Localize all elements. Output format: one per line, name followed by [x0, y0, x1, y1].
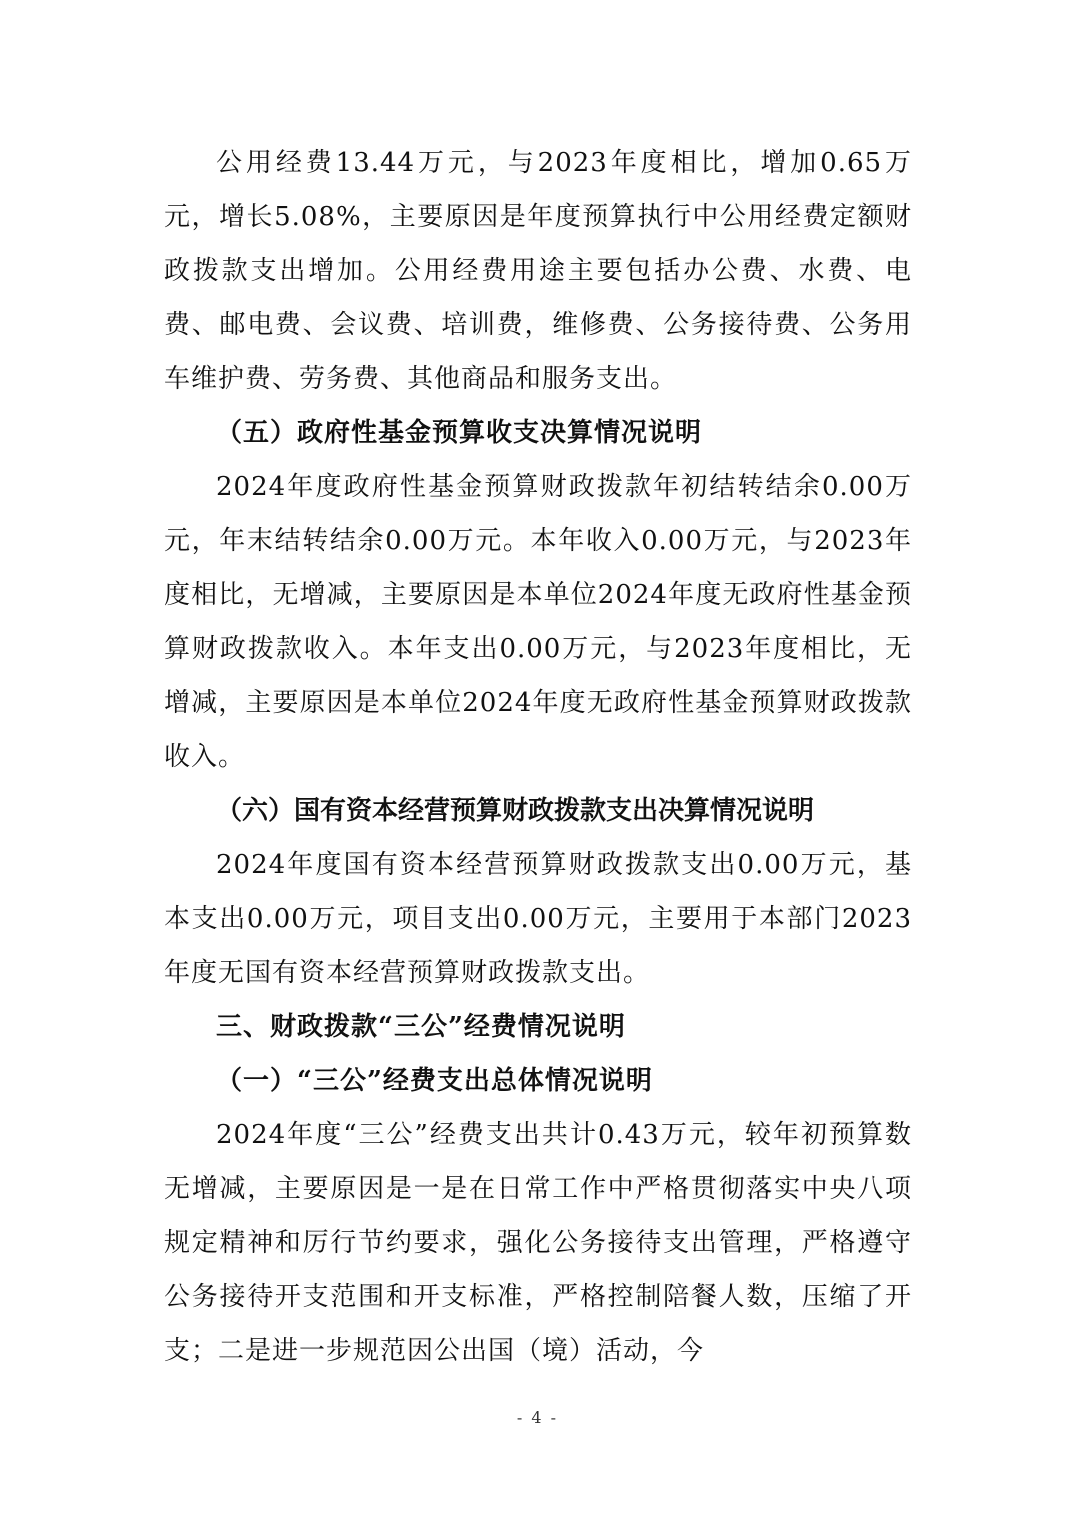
heading-state-capital: （六）国有资本经营预算财政拨款支出决算情况说明	[216, 796, 815, 826]
paragraph-public-expenses: 公用经费13.44万元，与2023年度相比，增加0.65万元，增长5.08%，主要原因是年度预算执行中公用经费定额财政拨款支出增加。公用经费用途主要包括办公费、水费、电费、邮电费、会议费、培训费，维修费、公务接待费、公务用车维护费、劳务费、其他商品和服务支出。	[164, 148, 912, 394]
paragraph-state-capital: 2024年度国有资本经营预算财政拨款支出0.00万元，基本支出0.00万元，项目支出0.00万元，主要用于本部门2023年度无国有资本经营预算财政拨款支出。	[164, 850, 912, 988]
document-body	[164, 136, 912, 1378]
paragraph-government-fund: 2024年度政府性基金预算财政拨款年初结转结余0.00万元，年末结转结余0.00万元。本年收入0.00万元，与2023年度相比，无增减，主要原因是本单位2024年度无政府性基金预算财政拨款收入。本年支出0.00万元，与2023年度相比，无增减，主要原因是本单位2024年度无政府性基金预算财政拨款收入。	[164, 472, 912, 772]
heading-three-public-overall: （一）“三公”经费支出总体情况说明	[216, 1066, 653, 1096]
heading-three-public-expenses: 三、财政拨款“三公”经费情况说明	[216, 1012, 626, 1042]
page-number: - 4 -	[516, 1408, 559, 1427]
paragraph-three-public-overall: 2024年度“三公”经费支出共计0.43万元，较年初预算数无增减，主要原因是一是在日常工作中严格贯彻落实中央八项规定精神和厉行节约要求，强化公务接待支出管理，严格遵守公务接待开支范围和开支标准，严格控制陪餐人数，压缩了开支；二是进一步规范因公出国（境）活动，今	[164, 1120, 912, 1366]
heading-government-fund: （五）政府性基金预算收支决算情况说明	[216, 418, 703, 448]
